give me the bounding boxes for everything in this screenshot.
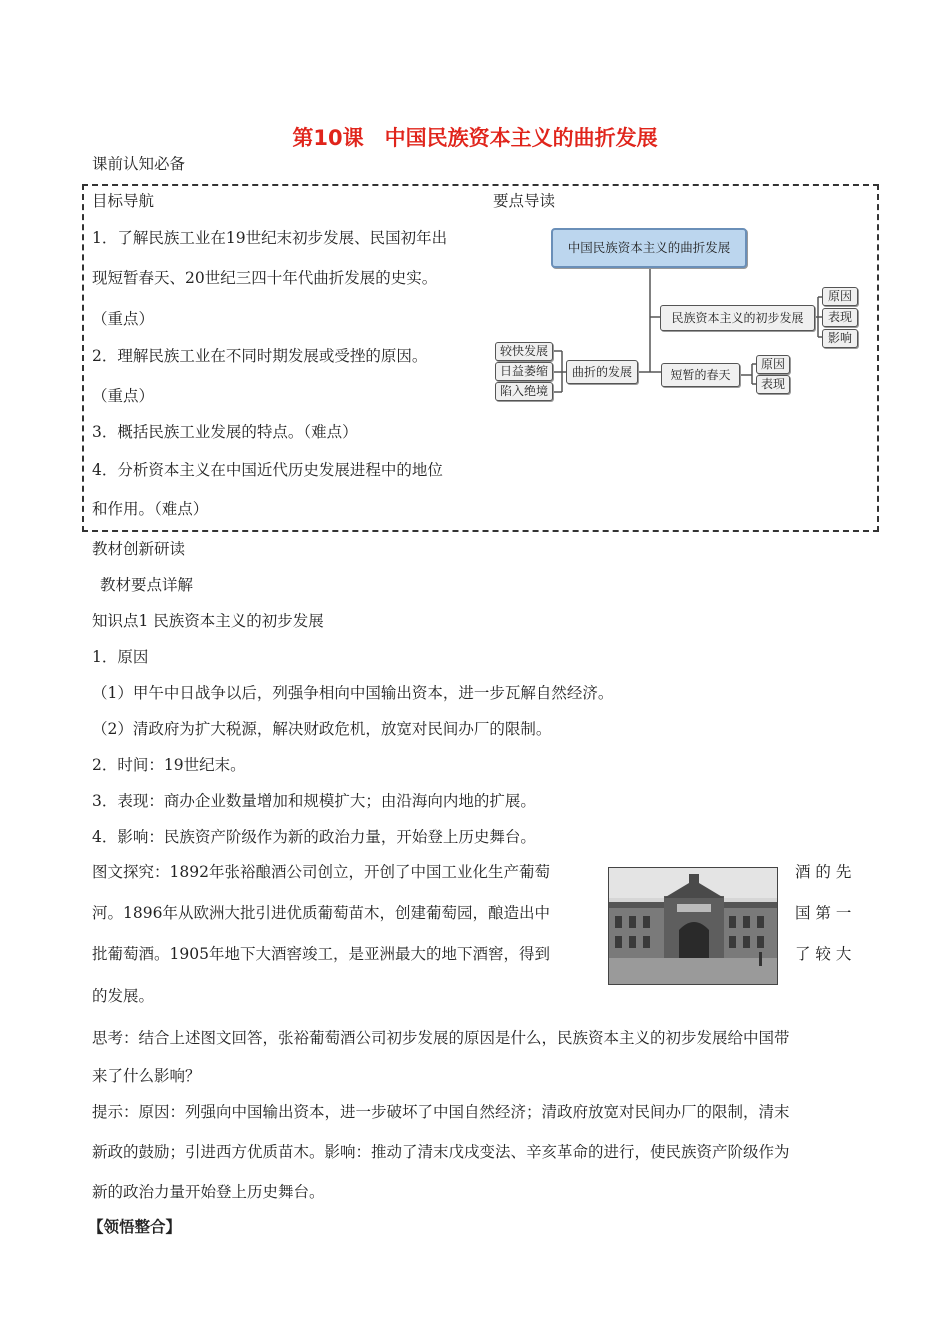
mindmap-leaf: 原因 (756, 355, 790, 374)
summary-heading: 【领悟整合】 (88, 1217, 182, 1236)
knowledge-point-title: 知识点1 民族资本主义的初步发展 (92, 612, 324, 630)
goal-line: 现短暂春天、20世纪三四十年代曲折发展的史实。 (92, 269, 438, 287)
hint-line: 新政的鼓励；引进西方优质苗木。影响：推动了清末戊戌变法、辛亥革命的进行，使民族资产阶级作为 (92, 1143, 790, 1161)
hint-line: 新的政治力量开始登上历史舞台。 (92, 1183, 325, 1201)
goals-header: 目标导航 (92, 192, 155, 210)
mindmap-branch-tortuous: 曲折的发展 (566, 360, 638, 384)
mindmap-leaf: 原因 (822, 287, 858, 306)
explore-line: 河。1896年从欧洲大批引进优质葡萄苗木，创建葡萄园，酿造出中 (92, 904, 550, 922)
explore-line-right: 国 第 一 (795, 904, 852, 922)
study-line: 4．影响：民族资产阶级作为新的政治力量，开始登上历史舞台。 (92, 828, 536, 846)
mindmap-leaf: 较快发展 (495, 342, 553, 361)
goal-line: 4．分析资本主义在中国近代历史发展进程中的地位 (92, 461, 443, 479)
mindmap-leaf: 影响 (822, 329, 858, 348)
goal-line: 1．了解民族工业在19世纪末初步发展、民国初年出 (92, 229, 448, 247)
explore-line: 的发展。 (92, 987, 155, 1005)
goal-line: 3．概括民族工业发展的特点。（难点） (92, 423, 358, 441)
goal-line: 2．理解民族工业在不同时期发展或受挫的原因。 (92, 347, 428, 365)
mindmap-root: 中国民族资本主义的曲折发展 (551, 228, 747, 268)
study-line: （1）甲午中日战争以后，列强争相向中国输出资本，进一步瓦解自然经济。 (92, 684, 614, 702)
mindmap-leaf: 日益萎缩 (495, 362, 553, 381)
think-line: 思考：结合上述图文回答，张裕葡萄酒公司初步发展的原因是什么，民族资本主义的初步发展给中国带 (92, 1029, 790, 1047)
study-line: （2）清政府为扩大税源，解决财政危机，放宽对民间办厂的限制。 (92, 720, 552, 738)
page-title: 第10课 中国民族资本主义的曲折发展 (292, 126, 658, 150)
guide-header: 要点导读 (493, 192, 556, 210)
section-pre: 课前认知必备 (92, 155, 186, 173)
explore-line-right: 酒 的 先 (795, 863, 852, 881)
study-subheading: 教材要点详解 (100, 576, 194, 594)
changyu-winery-photo (608, 867, 778, 985)
mindmap-leaf: 表现 (756, 375, 790, 394)
hint-line: 提示：原因：列强向中国输出资本，进一步破坏了中国自然经济；清政府放宽对民间办厂的限制，清末 (92, 1103, 790, 1121)
goal-line: （重点） (92, 310, 155, 328)
study-line: 2．时间：19世纪末。 (92, 756, 246, 774)
think-line: 来了什么影响？ (92, 1067, 201, 1085)
study-line: 3．表现：商办企业数量增加和规模扩大；由沿海向内地的扩展。 (92, 792, 536, 810)
mindmap-leaf: 陷入绝境 (495, 382, 553, 401)
explore-line-right: 了 较 大 (795, 945, 852, 963)
mindmap-leaf: 表现 (822, 308, 858, 327)
study-line: 1．原因 (92, 648, 149, 666)
goal-line: 和作用。（难点） (92, 500, 209, 518)
explore-line: 图文探究：1892年张裕酿酒公司创立，开创了中国工业化生产葡萄 (92, 863, 550, 881)
mindmap-branch-initial: 民族资本主义的初步发展 (660, 305, 815, 331)
explore-line: 批葡萄酒。1905年地下大酒窖竣工，是亚洲最大的地下酒窖，得到 (92, 945, 550, 963)
mindmap-branch-spring: 短暂的春天 (661, 363, 740, 387)
goal-line: （重点） (92, 387, 155, 405)
study-heading: 教材创新研读 (92, 540, 186, 558)
